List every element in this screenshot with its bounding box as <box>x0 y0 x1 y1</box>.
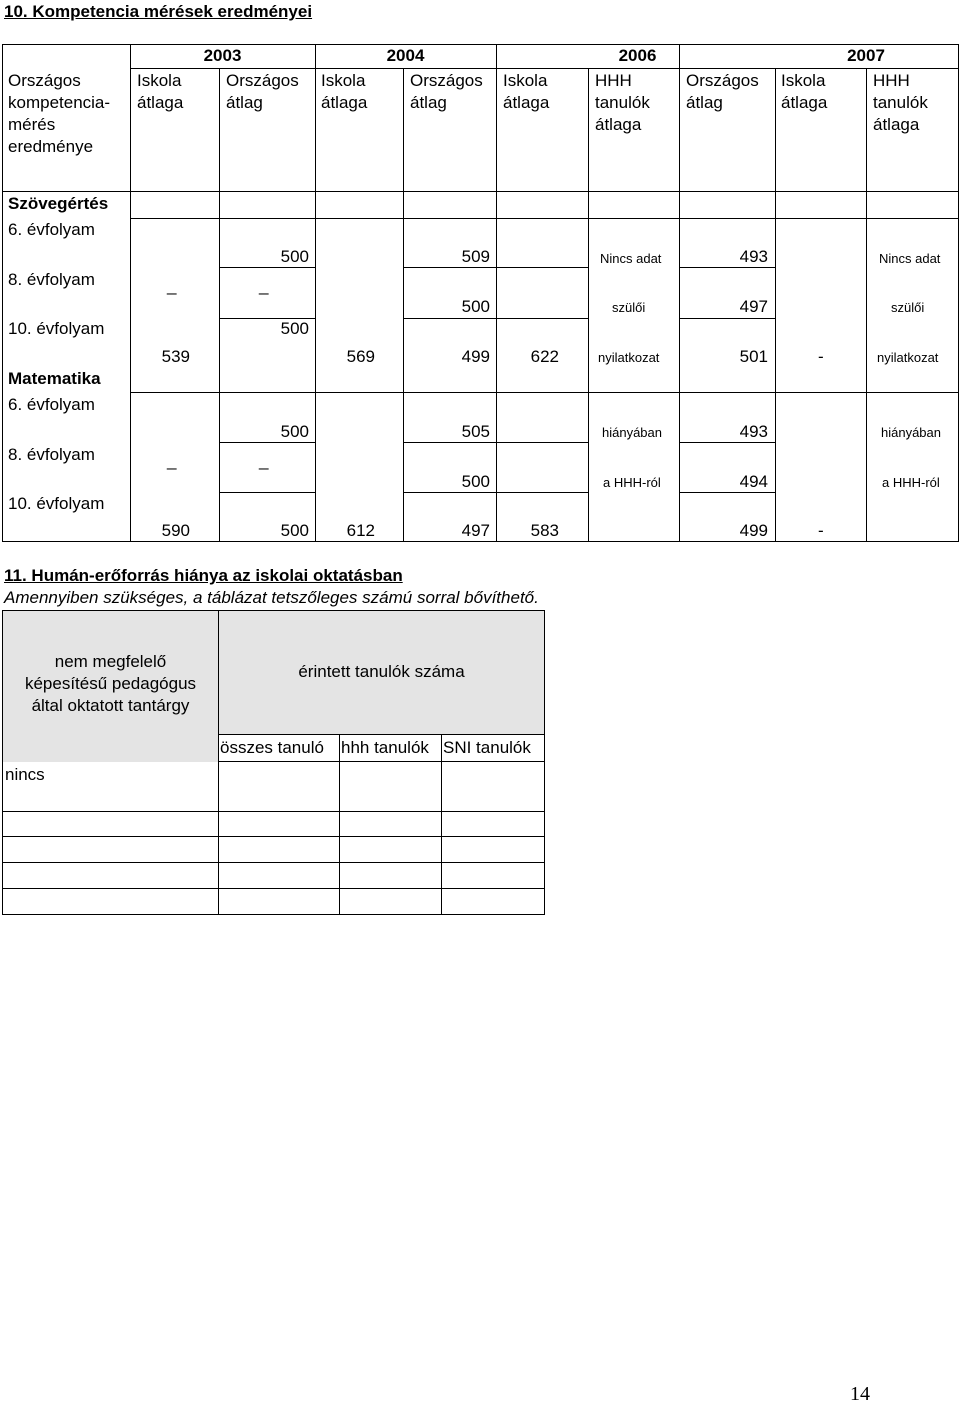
note-2006-line-5: a HHH-ról <box>603 475 661 490</box>
reading-r4-c5: 622 <box>530 347 559 366</box>
math-r3-c8: - <box>818 521 824 540</box>
reading-r1-c4: 509 <box>461 247 490 266</box>
math-r1-c4: 505 <box>461 422 490 441</box>
math-r3-c5: 583 <box>530 521 559 540</box>
row-header-line-2: kompetencia- <box>8 93 111 112</box>
col-header-4: Országos átlag <box>410 71 483 112</box>
table2-row-1-subject: nincs <box>5 765 45 784</box>
row-header-line-3: mérés <box>8 115 56 134</box>
math-r1-c2: 500 <box>280 422 309 441</box>
year-2006: 2006 <box>618 46 657 65</box>
year-2004: 2004 <box>386 46 425 65</box>
reading-r4-c3: 569 <box>346 347 375 366</box>
reading-r4-c7: 501 <box>739 347 768 366</box>
note-2007-line-2: szülői <box>891 300 925 315</box>
page-number: 14 <box>850 1383 870 1405</box>
reading-dash-1: _ <box>167 276 177 295</box>
reading-r1-c2: 500 <box>280 247 309 266</box>
col-header-1: Iskola átlaga <box>137 71 184 112</box>
math-r3-c7: 499 <box>739 521 768 540</box>
reading-dash-2: _ <box>259 276 269 295</box>
note-2006-line-2: szülői <box>612 300 646 315</box>
math-grade-8: 8. évfolyam <box>8 445 95 464</box>
math-r3-c4: 497 <box>461 521 490 540</box>
subheader-hhh-students: hhh tanulók <box>341 738 429 757</box>
note-2007-line-1: Nincs adat <box>879 251 941 266</box>
year-2007: 2007 <box>847 46 885 65</box>
col-header-9: HHH tanulók átlaga <box>873 71 928 134</box>
reading-r4-c1: 539 <box>161 347 190 366</box>
col-header-7: Országos átlag <box>686 71 759 112</box>
reading-r1-c7: 493 <box>739 247 768 266</box>
math-r3-c3: 612 <box>346 521 375 540</box>
math-grade-6: 6. évfolyam <box>8 395 95 414</box>
note-2006-line-3: nyilatkozat <box>598 350 660 365</box>
note-2006-line-1: Nincs adat <box>600 251 662 266</box>
math-r3-c2: 500 <box>280 521 309 540</box>
note-2007-line-4: hiányában <box>881 425 941 440</box>
reading-r2-c7: 497 <box>739 297 768 316</box>
reading-r2-c4: 500 <box>461 297 490 316</box>
note-2007-line-3: nyilatkozat <box>877 350 939 365</box>
section-math-title: Matematika <box>8 369 101 388</box>
section-11-title: 11. Humán-erőforrás hiánya az iskolai oktatásban <box>4 566 403 585</box>
col1-header-line-1: nem megfelelő <box>54 652 167 671</box>
reading-grade-8: 8. évfolyam <box>8 270 95 289</box>
section-10-title: 10. Kompetencia mérések eredményei <box>4 2 313 21</box>
col-header-2: Országos átlag <box>226 71 299 112</box>
note-2007-line-5: a HHH-ról <box>882 475 940 490</box>
reading-grade-6: 6. évfolyam <box>8 220 95 239</box>
reading-r4-c8: - <box>818 347 824 366</box>
year-2003: 2003 <box>203 46 242 65</box>
math-grade-10: 10. évfolyam <box>8 494 105 513</box>
reading-r3-c2: 500 <box>280 319 309 338</box>
affected-students-header: érintett tanulók száma <box>298 662 465 681</box>
section-11-subtitle: Amennyiben szükséges, a táblázat tetszőleges számú sorral bővíthető. <box>4 588 539 607</box>
math-dash-1: _ <box>167 451 177 470</box>
math-r1-c7: 493 <box>739 422 768 441</box>
math-r2-c7: 494 <box>739 472 768 491</box>
reading-grade-10: 10. évfolyam <box>8 319 105 338</box>
row-header-line-4: eredménye <box>8 137 94 156</box>
note-2006-line-4: hiányában <box>602 425 662 440</box>
row-header-line-1: Országos <box>8 71 81 90</box>
reading-r4-c4: 499 <box>461 347 490 366</box>
col-header-6: HHH tanulók átlaga <box>595 71 650 134</box>
col-header-5: Iskola átlaga <box>503 71 550 112</box>
section-reading-title: Szövegértés <box>8 194 109 213</box>
math-r3-c1: 590 <box>161 521 190 540</box>
subheader-all-students: összes tanuló <box>220 738 324 757</box>
math-dash-2: _ <box>259 451 269 470</box>
math-r2-c4: 500 <box>461 472 490 491</box>
col-header-8: Iskola átlaga <box>781 71 828 112</box>
col-header-3: Iskola átlaga <box>321 71 368 112</box>
col1-header-line-2: képesítésű pedagógus <box>24 674 197 693</box>
col1-header-line-3: által oktatott tantárgy <box>31 696 190 715</box>
subheader-sni-students: SNI tanulók <box>443 738 531 757</box>
